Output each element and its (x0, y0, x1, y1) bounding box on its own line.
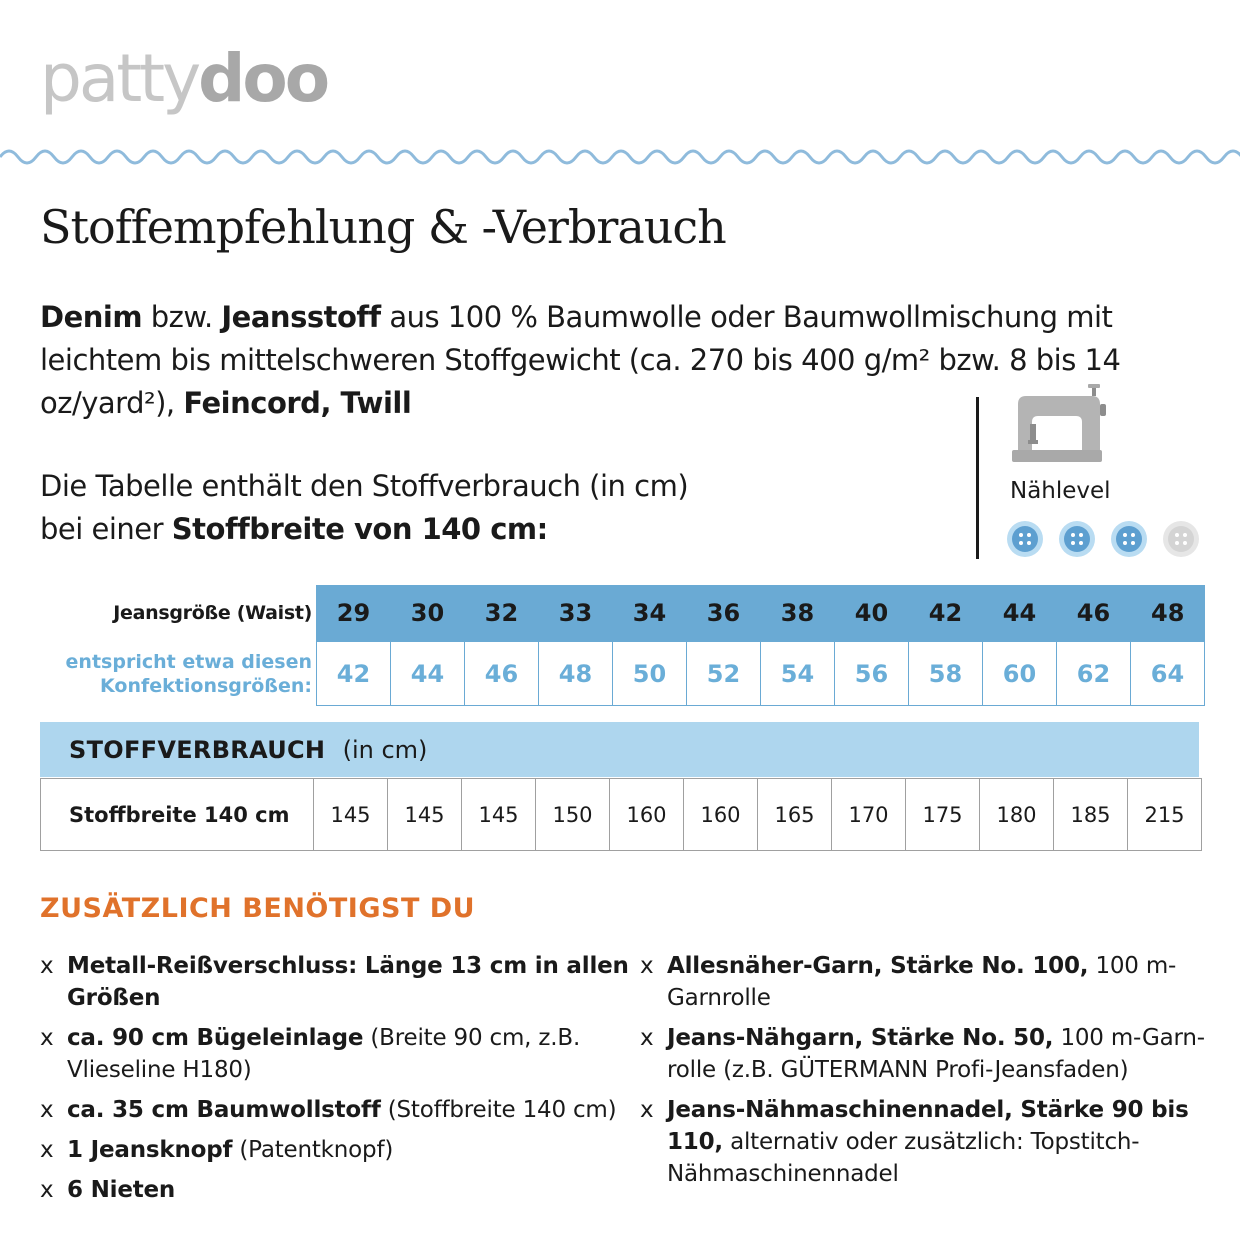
bullet-x-icon: x (40, 1137, 54, 1163)
konfektion-size-cell: 42 (317, 642, 391, 706)
level-indicator (1006, 520, 1200, 558)
usage-cell: 215 (1128, 779, 1202, 851)
jeans-size-cell: 36 (687, 585, 761, 642)
jeans-size-cell: 32 (465, 585, 539, 642)
bullet-x-icon: x (640, 1025, 654, 1051)
extras-list-item: x 1 Jeansknopf (Patentknopf) (40, 1134, 640, 1166)
fabric-recommendation: Denim bzw. Jeansstoff aus 100 % Baumwolle oder Baumwollmischung mit leichtem bis mittelschweren Stoffgewicht (ca. 270 bis 400 g/m² bzw. 8 bis 14 oz/yard²), Feincord, Twill (40, 300, 1121, 420)
usage-header: STOFFVERBRAUCH (in cm) (40, 722, 1199, 777)
jeans-size-cell: 30 (391, 585, 465, 642)
usage-cell: 160 (610, 779, 684, 851)
brand-logo: pattydoo (40, 40, 328, 117)
jeans-size-label: Jeansgröße (Waist) (113, 602, 312, 625)
jeans-size-cell: 33 (539, 585, 613, 642)
page-title: Stoffempfehlung & -Verbrauch (40, 200, 726, 254)
extras-list-item: x ca. 35 cm Baumwollstoff (Stoffbreite 140 cm) (40, 1094, 640, 1126)
usage-table (40, 778, 1202, 851)
level-button-empty-icon (1162, 520, 1200, 558)
level-button-filled-icon (1058, 520, 1096, 558)
divider-line (976, 397, 979, 559)
usage-cell: 170 (832, 779, 906, 851)
extras-list-item: x Jeans-Nähmaschinennadel, Stärke 90 bis 110, alternativ oder zusätzlich: Topstitch-Nähmaschinennadel (640, 1094, 1220, 1190)
extras-list-item: x Jeans-Nähgarn, Stärke No. 50, 100 m-Garn-rolle (z.B. GÜTERMANN Profi-Jeansfaden) (640, 1022, 1220, 1086)
jeans-size-cell: 46 (1057, 585, 1131, 642)
bullet-x-icon: x (40, 1177, 54, 1203)
usage-cell: 145 (314, 779, 388, 851)
wave-divider (0, 142, 1240, 172)
extras-list-left (40, 950, 640, 1214)
konfektion-size-cell: 44 (391, 642, 465, 706)
extras-list-item: x Metall-Reißverschluss: Länge 13 cm in allen Größen (40, 950, 640, 1014)
extras-title: ZUSÄTZLICH BENÖTIGST DU (40, 893, 476, 924)
usage-cell: 150 (536, 779, 610, 851)
sewing-machine-icon (1008, 384, 1108, 464)
size-table (40, 585, 1205, 706)
konfektion-size-cell: 58 (909, 642, 983, 706)
konfektion-size-cell: 52 (687, 642, 761, 706)
jeans-size-cell: 34 (613, 585, 687, 642)
jeans-size-cell: 29 (317, 585, 391, 642)
bullet-x-icon: x (640, 1097, 654, 1123)
bullet-x-icon: x (640, 953, 654, 979)
bullet-x-icon: x (40, 1097, 54, 1123)
usage-cell: 160 (684, 779, 758, 851)
extras-list-item: x Allesnäher-Garn, Stärke No. 100, 100 m-Garnrolle (640, 950, 1220, 1014)
konfektion-size-cell: 60 (983, 642, 1057, 706)
konfektion-size-cell: 64 (1131, 642, 1205, 706)
usage-cell: 165 (758, 779, 832, 851)
extras-list-item: x ca. 90 cm Bügeleinlage (Breite 90 cm, z.B. Vlieseline H180) (40, 1022, 640, 1086)
konfektion-size-cell: 50 (613, 642, 687, 706)
usage-cell: 145 (388, 779, 462, 851)
jeans-size-cell: 44 (983, 585, 1057, 642)
konfektion-size-label: entspricht etwa diesen Konfektionsgrößen: (65, 650, 312, 697)
table-info: Die Tabelle enthält den Stoffverbrauch (in cm) bei einer Stoffbreite von 140 cm: (40, 469, 689, 546)
usage-row-label: Stoffbreite 140 cm (41, 779, 314, 851)
usage-cell: 145 (462, 779, 536, 851)
jeans-size-row (40, 585, 1205, 642)
extras-list-right (640, 950, 1220, 1198)
level-button-filled-icon (1110, 520, 1148, 558)
jeans-size-cell: 40 (835, 585, 909, 642)
level-button-filled-icon (1006, 520, 1044, 558)
konfektion-size-cell: 56 (835, 642, 909, 706)
konfektion-size-cell: 54 (761, 642, 835, 706)
konfektion-size-cell: 46 (465, 642, 539, 706)
bullet-x-icon: x (40, 953, 54, 979)
usage-cell: 175 (906, 779, 980, 851)
extras-list-item: x 6 Nieten (40, 1174, 640, 1206)
konfektion-size-cell: 62 (1057, 642, 1131, 706)
usage-cell: 180 (980, 779, 1054, 851)
usage-cell: 185 (1054, 779, 1128, 851)
level-label: Nählevel (1010, 478, 1111, 504)
konfektion-size-row (40, 642, 1205, 706)
bullet-x-icon: x (40, 1025, 54, 1051)
jeans-size-cell: 42 (909, 585, 983, 642)
jeans-size-cell: 38 (761, 585, 835, 642)
konfektion-size-cell: 48 (539, 642, 613, 706)
usage-row (41, 779, 1202, 851)
jeans-size-cell: 48 (1131, 585, 1205, 642)
